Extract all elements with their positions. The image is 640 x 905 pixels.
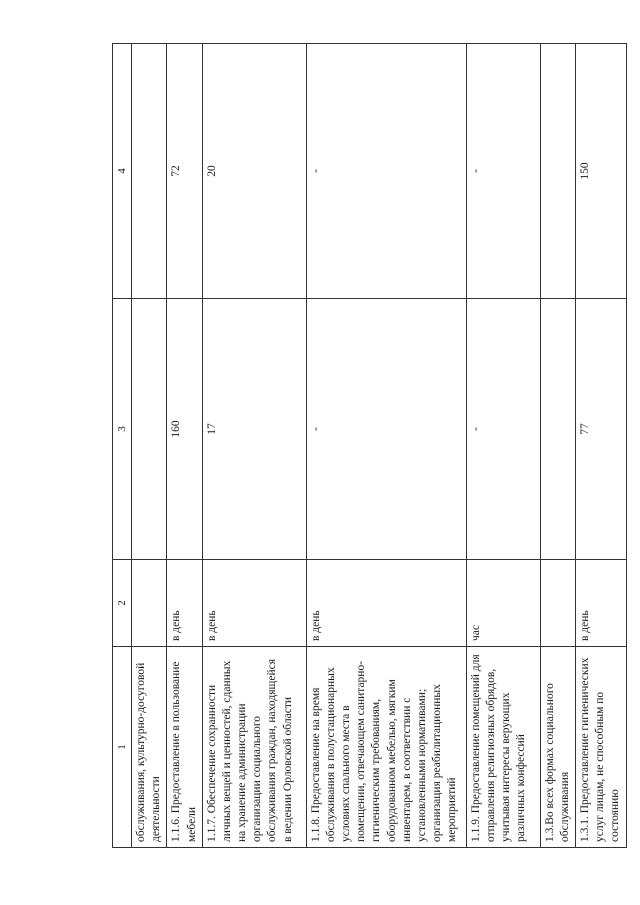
value-col4-cell [540,44,575,299]
service-cell [466,647,540,848]
table-row [576,44,627,848]
value-col4-cell [132,44,167,299]
rotated-table-container [112,48,622,848]
service-cell [540,647,575,848]
header-col-4: 4 [113,44,132,299]
unit-cell [466,560,540,647]
value-col3-cell [132,299,167,560]
header-col-1: 1 [113,647,132,848]
service-cell [306,647,466,848]
service-cell [576,647,627,848]
value-col4: - [469,169,482,173]
header-col-3: 3 [113,299,132,560]
unit-cell [576,560,627,647]
value-col3: 77 [579,423,592,435]
table-row [466,44,540,848]
value-col4: 72 [170,165,183,177]
service-cell [132,647,167,848]
value-col3-cell [306,299,466,560]
unit-cell [202,560,306,647]
value-col3-cell [466,299,540,560]
value-col3-cell [202,299,306,560]
unit-cell [540,560,575,647]
service-cell [202,647,306,848]
unit-cell [132,560,167,647]
value-col3: 160 [170,420,183,438]
service-cell [167,647,202,848]
value-col3-cell [576,299,627,560]
unit-text: час [469,625,482,641]
header-col-2: 2 [113,560,132,647]
value-col3: - [309,427,322,431]
unit-cell [167,560,202,647]
service-text: 1.1.7. Обеспечение сохранности личных вещей и ценностей, сданных на хранение администрации организации социального обслуживания граждан, находящейся в ведении Орловской области [205,658,294,842]
unit-text: в день [579,610,592,641]
table-row [132,44,167,848]
table-row [167,44,202,848]
value-col3: 17 [205,423,218,435]
service-text: 1.1.9. Предоставление помещений для отправления религиозных обрядов, учитывая интересы верующих различных конфессий [469,654,528,842]
unit-text: в день [170,610,183,641]
table-row [202,44,306,848]
service-text: 1.3.1. Предоставление гигиенических услуг лицам, не способным по состоянию [579,657,622,842]
value-col4-cell [167,44,202,299]
service-text: обслуживания, культурно-досуговой деятельности [135,662,163,842]
value-col4-cell [576,44,627,299]
service-text: 1.1.6. Предоставление в пользование мебели [170,661,198,842]
table-header-row [113,44,132,848]
value-col3-cell [540,299,575,560]
value-col4: 150 [579,162,592,180]
table-row [540,44,575,848]
value-col3: - [469,427,482,431]
value-col4-cell [466,44,540,299]
value-col4: 20 [205,165,218,177]
service-text: 1.1.8. Предоставление на время обслуживания в полустационарных условиях спального места в помещении, отвечающем санитарно-гигиеническим требованиям, оборудованном мебелью, мягким инвентарем, в соответствии с установленными нормативами; организация реабилитационных мероприятий [309,660,459,842]
table-row [306,44,466,848]
tariff-table [112,43,627,848]
value-col4-cell [306,44,466,299]
unit-cell [306,560,466,647]
value-col4: - [309,169,322,173]
value-col3-cell [167,299,202,560]
value-col4-cell [202,44,306,299]
service-text: 1.3.Во всех формах социального обслуживания [543,683,571,842]
unit-text: в день [205,610,218,641]
unit-text: в день [309,610,322,641]
